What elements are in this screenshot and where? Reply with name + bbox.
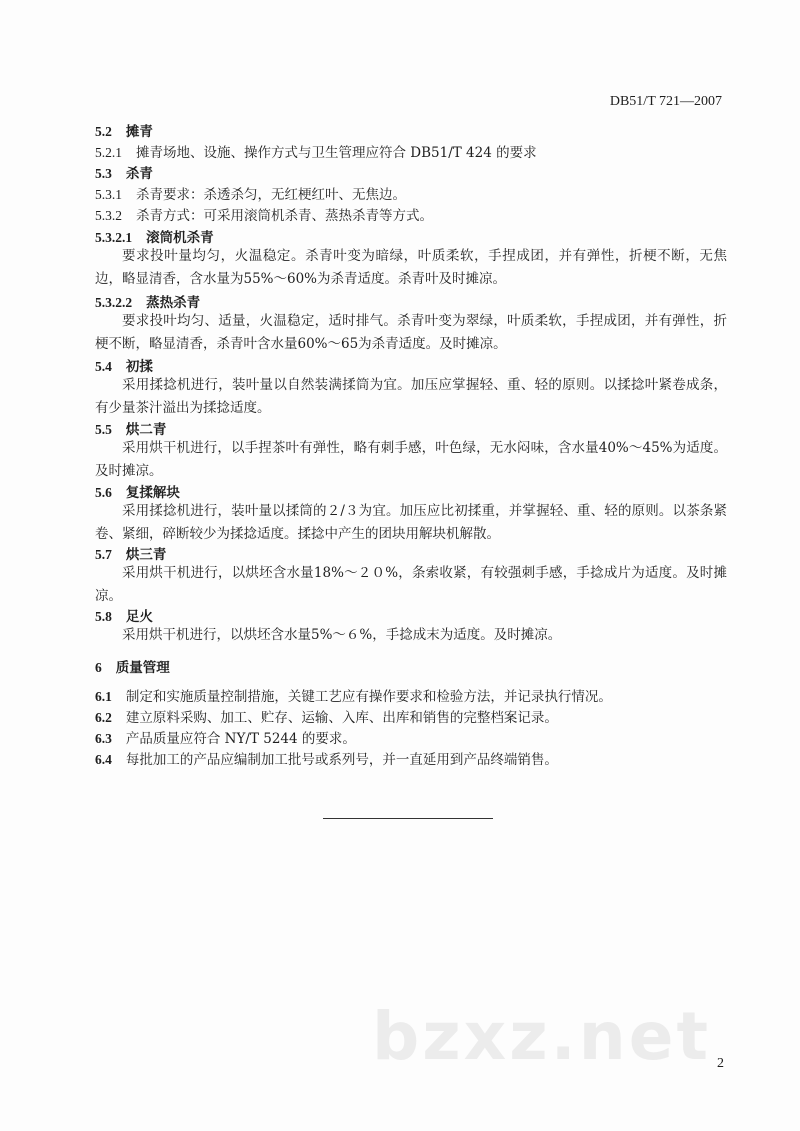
clause-number: 6.3 <box>95 731 112 746</box>
clause-number: 6.4 <box>95 752 112 767</box>
clause-6-1 <box>95 688 612 706</box>
clause-text: 产品质量应符合 NY/T 5244 的要求。 <box>125 731 356 747</box>
clause-text: 制定和实施质量控制措施，关键工艺应有操作要求和检验方法，并记录执行情况。 <box>125 689 612 705</box>
section-title: 足火 <box>125 609 153 625</box>
section-title: 初揉 <box>125 359 153 375</box>
section-title: 杀青 <box>125 166 153 182</box>
clause-number: 6.2 <box>95 710 112 725</box>
section-title: 复揉解块 <box>125 485 180 501</box>
paragraph-5-8: 采用烘干机进行，以烘坯含水量5%～６%，手捻成末为适度。及时摊凉。 <box>122 627 562 643</box>
clause-text: 建立原料采购、加工、贮存、运输、入库、出库和销售的完整档案记录。 <box>125 710 558 726</box>
section-number: 5.7 <box>95 547 112 562</box>
clause-number: 6.1 <box>95 689 112 704</box>
section-number: 5.6 <box>95 485 112 500</box>
standard-code: DB51/T 721—2007 <box>609 94 722 109</box>
clause-5-3-2 <box>95 207 433 225</box>
section-heading-5-2 <box>95 123 153 141</box>
paragraph-5-3-2-1: 要求投叶量均匀，火温稳定。杀青叶变为暗绿，叶质柔软，手捏成团，并有弹性，折梗不断，无焦边，略显清香，含水量为55%～60%为杀青适度。杀青叶及时摊凉。 <box>95 248 727 287</box>
page-number: 2 <box>717 1056 724 1071</box>
paragraph-5-3-2-2: 要求投叶均匀、适量，火温稳定，适时排气。杀青叶变为翠绿，叶质柔软，手捏成团，并有弹性，折梗不断，略显清香，杀青叶含水量60%～65为杀青适度。及时摊凉。 <box>95 313 727 352</box>
section-number: 5.3.2.2 <box>95 295 133 310</box>
clause-text: 摊青场地、设施、操作方式与卫生管理应符合 DB51/T 424 的要求 <box>136 145 537 161</box>
section-title: 蒸热杀青 <box>146 295 201 311</box>
section-number: 5.3.2.1 <box>95 230 133 245</box>
clause-text: 杀青方式：可采用滚筒机杀青、蒸热杀青等方式。 <box>136 208 433 224</box>
section-number: 5.5 <box>95 422 112 437</box>
chapter-heading-6 <box>95 659 170 677</box>
section-title: 滚筒机杀青 <box>146 230 214 246</box>
clause-6-2 <box>95 709 558 727</box>
chapter-title: 质量管理 <box>115 660 170 676</box>
paragraph-5-5: 采用烘干机进行，以手捏茶叶有弹性，略有刺手感，叶色绿，无水闷味，含水量40%～45%为适度。及时摊凉。 <box>95 440 727 479</box>
section-number: 5.3 <box>95 166 112 181</box>
watermark: bzxz.net <box>372 998 712 1075</box>
section-number: 5.8 <box>95 609 112 624</box>
end-rule <box>323 818 493 819</box>
clause-number: 5.3.2 <box>95 208 122 223</box>
section-title: 烘二青 <box>125 422 167 438</box>
clause-6-4 <box>95 751 558 769</box>
section-title: 摊青 <box>125 124 153 140</box>
paragraph-5-6: 采用揉捻机进行，装叶量以揉筒的２/３为宜。加压应比初揉重，并掌握轻、重、轻的原则。以茶条紧卷、紧细，碎断较少为揉捻适度。揉捻中产生的团块用解块机解散。 <box>95 503 727 542</box>
clause-number: 5.3.1 <box>95 187 122 202</box>
paragraph-5-4: 采用揉捻机进行，装叶量以自然装满揉筒为宜。加压应掌握轻、重、轻的原则。以揉捻叶紧卷成条，有少量茶汁溢出为揉捻适度。 <box>95 377 727 416</box>
section-title: 烘三青 <box>125 547 167 563</box>
clause-5-2-1 <box>95 144 537 162</box>
chapter-number: 6 <box>95 660 102 675</box>
clause-5-3-1 <box>95 186 406 204</box>
section-number: 5.4 <box>95 359 112 374</box>
clause-text: 每批加工的产品应编制加工批号或系列号，并一直延用到产品终端销售。 <box>125 752 558 768</box>
clause-6-3 <box>95 730 356 748</box>
paragraph-5-7: 采用烘干机进行，以烘坯含水量18%～２０%，条索收紧，有较强刺手感，手捻成片为适度。及时摊凉。 <box>95 565 727 604</box>
section-number: 5.2 <box>95 124 112 139</box>
clause-number: 5.2.1 <box>95 145 122 160</box>
clause-text: 杀青要求：杀透杀匀，无红梗红叶、无焦边。 <box>136 187 406 203</box>
section-heading-5-3 <box>95 165 153 183</box>
